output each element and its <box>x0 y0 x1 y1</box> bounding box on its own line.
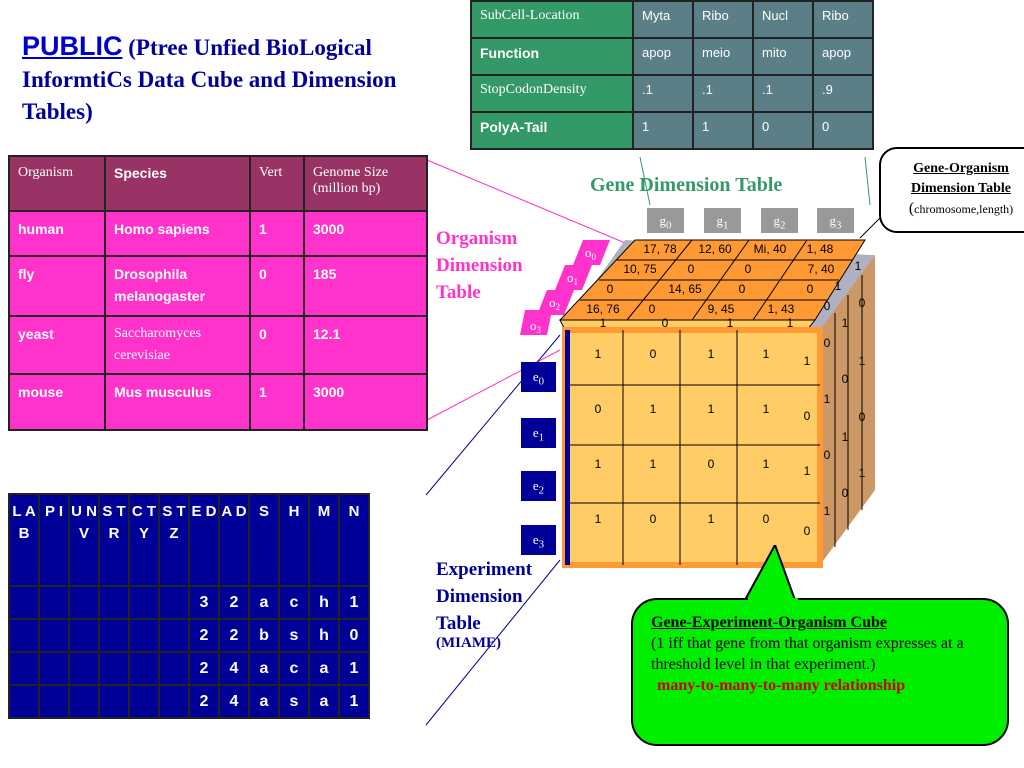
table-cell: Nucl <box>753 1 813 38</box>
table-cell: 0 <box>250 256 304 316</box>
table-cell: 1 <box>339 586 369 619</box>
table-cell: 1 <box>633 112 693 149</box>
row-header: PolyA-Tail <box>471 112 633 149</box>
cube-side-value: 0 <box>841 372 849 386</box>
table-cell: 2 <box>189 685 219 718</box>
table-cell: mito <box>753 38 813 75</box>
table-cell: .1 <box>633 75 693 112</box>
table-cell: h <box>309 619 339 652</box>
table-cell <box>9 652 39 685</box>
column-header: A D <box>219 494 249 586</box>
cube-side-value: 0 <box>841 486 849 500</box>
cube-front-value: 1 <box>707 347 715 361</box>
table-cell: c <box>279 652 309 685</box>
column-header: Vert <box>250 156 304 211</box>
cube-edge-value: 1 <box>786 316 794 330</box>
cube-side-value: 0 <box>823 336 831 350</box>
table-cell: b <box>249 619 279 652</box>
cube-front-value: 0 <box>649 347 657 361</box>
table-cell: yeast <box>9 316 105 374</box>
cube-front-value: 1 <box>594 512 602 526</box>
table-cell <box>129 586 159 619</box>
organism-dimension-table <box>8 155 428 431</box>
table-cell <box>99 652 129 685</box>
cube-top-value: Mi, 40 <box>753 242 787 256</box>
table-cell: Saccharomyces cerevisiae <box>105 316 250 374</box>
table-cell: .9 <box>813 75 873 112</box>
cube-top-value: 0 <box>806 282 814 296</box>
header-row <box>9 494 369 586</box>
cube-edge-value: 0 <box>661 316 669 330</box>
column-header: P I <box>39 494 69 586</box>
column-header: L A B <box>9 494 39 586</box>
table-cell <box>159 619 189 652</box>
cube-top-value: 7, 40 <box>807 262 835 276</box>
table-cell: a <box>249 586 279 619</box>
table-cell: c <box>279 586 309 619</box>
cube-side-value: 1 <box>823 504 831 518</box>
cube-top-value: 0 <box>648 302 656 316</box>
table-cell <box>39 619 69 652</box>
table-cell <box>159 652 189 685</box>
callout-pointer <box>740 545 800 605</box>
column-header: E D <box>189 494 219 586</box>
table-cell <box>129 652 159 685</box>
table-cell: Ribo <box>693 1 753 38</box>
title-public: PUBLIC <box>22 31 123 61</box>
table-cell: a <box>249 685 279 718</box>
cube-side-value: 1 <box>803 354 811 368</box>
cube-side-value: 0 <box>858 410 866 424</box>
table-cell: apop <box>633 38 693 75</box>
cube-top-value: 0 <box>744 262 752 276</box>
column-header: U N V <box>69 494 99 586</box>
cube-top-value: 12, 60 <box>698 242 732 256</box>
table-cell: a <box>249 652 279 685</box>
table-cell: a <box>309 652 339 685</box>
table-cell: 3 <box>189 586 219 619</box>
callout-sub: chromosome,length) <box>914 202 1014 216</box>
table-row <box>9 685 369 718</box>
callout-title: Gene-Experiment-Organism Cube <box>651 614 887 631</box>
cube-front-value: 1 <box>594 347 602 361</box>
table-row <box>9 256 427 316</box>
table-cell <box>9 619 39 652</box>
cube-top-value: 9, 45 <box>707 302 735 316</box>
column-header: Species <box>105 156 250 211</box>
org-key-o3-label: $o_3$ <box>530 318 541 335</box>
table-cell <box>159 685 189 718</box>
gene-organism-callout <box>879 147 1024 233</box>
cube-front-value: 0 <box>594 402 602 416</box>
org-key-o0-label: $o_0$ <box>585 245 596 262</box>
cube-top-value: 0 <box>606 282 614 296</box>
table-cell: 0 <box>339 619 369 652</box>
column-header: N <box>339 494 369 586</box>
cube-side-value: 1 <box>823 392 831 406</box>
cube-side-value: 1 <box>858 354 866 368</box>
cube-side-value: 1 <box>841 430 849 444</box>
table-cell: 1 <box>339 652 369 685</box>
gene-key-g3: $g_3$ <box>817 208 854 233</box>
table-row <box>9 586 369 619</box>
gene-experiment-organism-cube <box>515 235 885 575</box>
cube-side-top-value: 1 <box>834 279 842 293</box>
table-cell: 4 <box>219 652 249 685</box>
column-header: S <box>249 494 279 586</box>
row-header: SubCell-Location <box>471 1 633 38</box>
cube-front-value: 1 <box>649 457 657 471</box>
column-header: H <box>279 494 309 586</box>
cube-top-value: 0 <box>738 282 746 296</box>
callout-open-paren: ( <box>908 200 915 217</box>
cube-side-value: 1 <box>803 464 811 478</box>
table-cell <box>39 652 69 685</box>
table-cell: 1 <box>250 211 304 256</box>
cube-top-value: 16, 76 <box>586 302 620 316</box>
table-row <box>471 112 873 149</box>
column-header: S T R <box>99 494 129 586</box>
experiment-dimension-table <box>8 493 370 719</box>
cube-front-value: 1 <box>762 347 770 361</box>
gene-key-g0: $g_0$ <box>647 208 684 233</box>
table-cell <box>69 685 99 718</box>
table-cell: human <box>9 211 105 256</box>
table-cell <box>69 652 99 685</box>
table-cell: a <box>309 685 339 718</box>
cube-front-value: 0 <box>649 512 657 526</box>
callout-body: (1 iff that gene from that organism expresses at a threshold level in that experiment.) <box>651 635 964 673</box>
exp-key-e2: $e_2$ <box>521 471 556 501</box>
gene-dimension-label: Gene Dimension Table <box>590 174 783 196</box>
table-cell <box>39 685 69 718</box>
table-cell <box>99 619 129 652</box>
cube-top-value: 10, 75 <box>623 262 657 276</box>
cube-front-value: 0 <box>707 457 715 471</box>
table-cell: Mus musculus <box>105 374 250 430</box>
table-cell: mouse <box>9 374 105 430</box>
table-cell: s <box>279 685 309 718</box>
cube-front-value: 1 <box>707 402 715 416</box>
table-cell: 12.1 <box>304 316 427 374</box>
column-header: M <box>309 494 339 586</box>
page-title <box>22 30 472 128</box>
table-cell: meio <box>693 38 753 75</box>
row-header: Function <box>471 38 633 75</box>
cube-top-value: 14, 65 <box>668 282 702 296</box>
header-row <box>9 156 427 211</box>
row-header: StopCodonDensity <box>471 75 633 112</box>
cube-side-value: 0 <box>823 448 831 462</box>
table-cell: .1 <box>693 75 753 112</box>
experiment-dimension-sublabel: (MIAME) <box>436 635 501 651</box>
cube-side-top-value: 1 <box>854 259 862 273</box>
cube-front-value: 1 <box>762 402 770 416</box>
table-cell <box>99 685 129 718</box>
table-cell: 185 <box>304 256 427 316</box>
table-cell: 4 <box>219 685 249 718</box>
cube-side-value: 1 <box>858 466 866 480</box>
table-cell: apop <box>813 38 873 75</box>
gene-key-g2: $g_2$ <box>761 208 798 233</box>
table-row <box>471 1 873 38</box>
column-header: C T Y <box>129 494 159 586</box>
cube-side-value: 0 <box>858 296 866 310</box>
exp-key-e0: $e_0$ <box>521 362 556 392</box>
table-cell: 0 <box>813 112 873 149</box>
exp-key-e1: $e_1$ <box>521 418 556 448</box>
table-cell: 3000 <box>304 374 427 430</box>
table-cell: fly <box>9 256 105 316</box>
table-cell: .1 <box>753 75 813 112</box>
cube-top-value: 1, 43 <box>767 302 795 316</box>
cube-top-value: 1, 48 <box>806 242 834 256</box>
table-cell: 2 <box>189 619 219 652</box>
callout-pointer-cover <box>748 598 798 604</box>
table-row <box>471 75 873 112</box>
column-header: Organism <box>9 156 105 211</box>
gene-key-g1: $g_1$ <box>704 208 741 233</box>
table-cell: 2 <box>219 619 249 652</box>
table-row <box>9 316 427 374</box>
cube-edge-value: 1 <box>599 316 607 330</box>
table-cell: 1 <box>693 112 753 149</box>
table-cell <box>9 685 39 718</box>
table-row <box>9 619 369 652</box>
callout-title: Gene-Organism Dimension Table <box>911 161 1011 196</box>
table-row <box>9 374 427 430</box>
table-cell: Ribo <box>813 1 873 38</box>
table-cell: Myta <box>633 1 693 38</box>
column-header: Genome Size (million bp) <box>304 156 427 211</box>
table-cell: 0 <box>250 316 304 374</box>
table-cell: Drosophila melanogaster <box>105 256 250 316</box>
table-cell: s <box>279 619 309 652</box>
exp-key-e3: $e_3$ <box>521 525 556 555</box>
table-cell <box>99 586 129 619</box>
table-cell <box>69 619 99 652</box>
table-cell: 2 <box>189 652 219 685</box>
table-row <box>9 211 427 256</box>
cube-front-value: 1 <box>707 512 715 526</box>
table-cell: 1 <box>339 685 369 718</box>
table-cell <box>9 586 39 619</box>
cube-front-value: 1 <box>762 457 770 471</box>
organism-dimension-label: Organism Dimension Table <box>436 228 523 303</box>
cube-side-top-value: 0 <box>823 299 831 313</box>
table-cell <box>129 619 159 652</box>
table-cell: 1 <box>250 374 304 430</box>
table-cell <box>69 586 99 619</box>
column-header: S T Z <box>159 494 189 586</box>
cube-front-value: 0 <box>762 512 770 526</box>
table-row <box>9 652 369 685</box>
table-cell: 0 <box>753 112 813 149</box>
gene-dimension-table <box>470 0 874 150</box>
org-key-o2-label: $o_2$ <box>549 295 560 312</box>
table-row <box>471 38 873 75</box>
table-cell <box>39 586 69 619</box>
cube-front-value: 1 <box>594 457 602 471</box>
cube-top-value: 0 <box>687 262 695 276</box>
table-cell: h <box>309 586 339 619</box>
gene-experiment-organism-callout <box>631 598 1009 746</box>
cube-top-value: 17, 78 <box>643 242 677 256</box>
cube-front-face <box>565 330 820 565</box>
cube-front-value: 1 <box>649 402 657 416</box>
cube-edge-value: 1 <box>726 316 734 330</box>
table-cell <box>159 586 189 619</box>
table-cell: 2 <box>219 586 249 619</box>
org-key-o1-label: $o_1$ <box>567 270 578 287</box>
callout-relationship: many-to-many-to-many relationship <box>657 677 906 694</box>
cube-side-value: 0 <box>803 409 811 423</box>
experiment-dimension-label: Experiment Dimension Table <box>436 559 533 634</box>
table-cell <box>129 685 159 718</box>
title-rest: (Ptree Unfied BioLogical InformtiCs Data Cube and Dimension Tables) <box>22 35 397 124</box>
cube-side-value: 0 <box>803 524 811 538</box>
cube-side-value: 1 <box>841 316 849 330</box>
table-cell: 3000 <box>304 211 427 256</box>
table-cell: Homo sapiens <box>105 211 250 256</box>
